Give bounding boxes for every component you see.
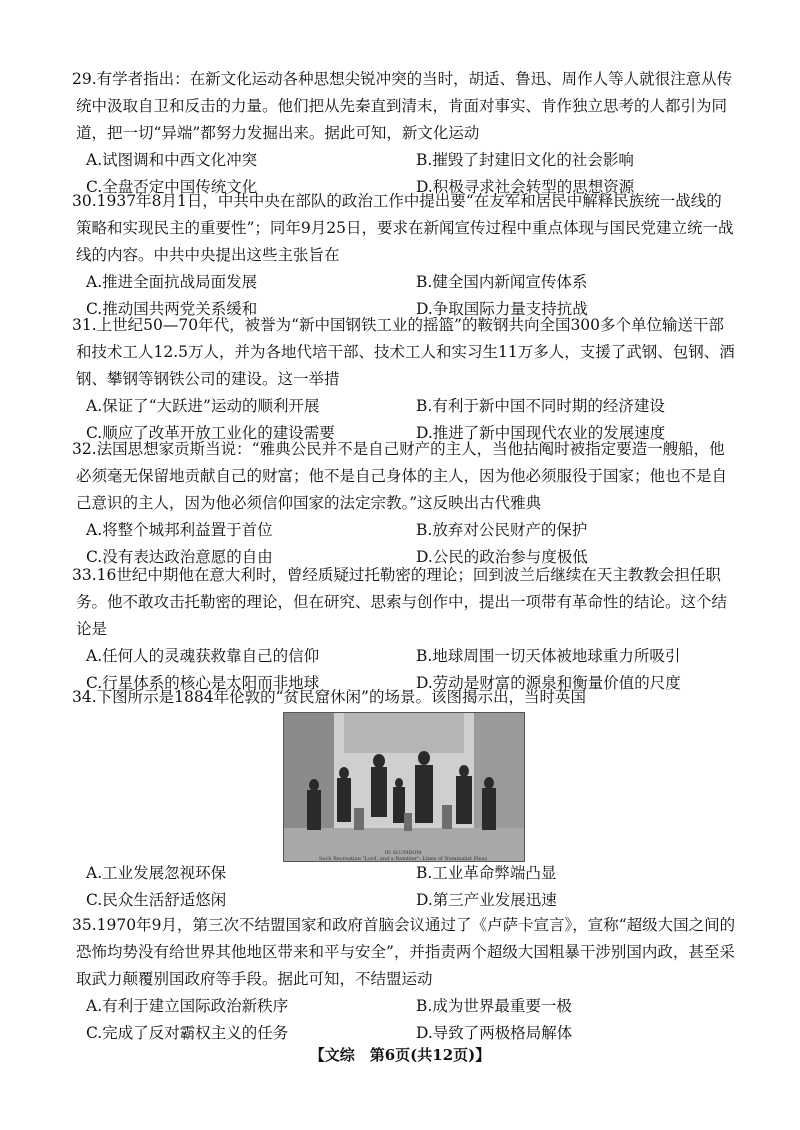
question-35 [72, 912, 736, 1047]
option-b: B.地球周围一切天体被地球重力所吸引 [416, 647, 681, 665]
option-c: C.顺应了改革开放工业化的建设需要 [86, 424, 335, 442]
option-a: A.任何人的灵魂获救靠自己的信仰 [86, 647, 320, 665]
option-d: D.积极寻求社会转型的思想资源 [416, 178, 635, 196]
question-stem: 31.上世纪50—70年代，被誉为“新中国钢铁工业的摇篮”的鞍钢共向全国300多个单位输送干部和技术工人12.5万人，并为各地代培干部、技术工人和实习生11万多人，支援了武钢、包钢、酒钢、攀钢等钢铁公司的建设。这一举措 [72, 316, 735, 388]
slum-illustration [283, 712, 525, 862]
option-d: D.推进了新中国现代农业的发展速度 [416, 424, 666, 442]
question-stem: 29.有学者指出：在新文化运动各种思想尖锐冲突的当时，胡适、鲁迅、周作人等人就很注意从传统中汲取自卫和反击的力量。他们把从先秦直到清末，肯面对事实、肯作独立思考的人都引为同道，把一切“异端”都努力发掘出来。据此可知，新文化运动 [72, 70, 733, 142]
option-b: B.成为世界最重要一极 [416, 997, 572, 1015]
question-stem: 34.下图所示是1884年伦敦的“贫民窟休闲”的场景。该图揭示出，当时英国 [72, 688, 586, 706]
option-a: A.保证了“大跃进”运动的顺利开展 [86, 397, 320, 415]
option-c: C.民众生活舒适悠闲 [86, 891, 227, 909]
caption-text: Such Recreation "Lord, and a Rambler": Lines of Nominalist Pleas [318, 856, 488, 862]
option-a: A.试图调和中西文化冲突 [86, 151, 258, 169]
option-c: C.推动国共两党关系缓和 [86, 300, 258, 318]
question-32 [72, 436, 736, 571]
option-c: C.完成了反对霸权主义的任务 [86, 1024, 289, 1042]
option-a: A.推进全面抗战局面发展 [86, 273, 258, 291]
option-a: A.将整个城邦利益置于首位 [86, 521, 273, 539]
question-stem: 32.法国思想家贡斯当说：“雅典公民并不是自己财产的主人，当他拈阄时被指定要造一艘船，他必须毫无保留地贡献自己的财富；他不是自己身体的主人，因为他必须服役于国家；他也不是自己意识的主人，因为他必须信仰国家的法定宗教。”这反映出古代雅典 [72, 440, 728, 512]
option-c: C.全盘否定中国传统文化 [86, 178, 258, 196]
option-b: B.放弃对公民财产的保护 [416, 521, 588, 539]
question-30 [72, 188, 736, 323]
question-29 [72, 66, 736, 201]
option-b: B.摧毁了封建旧文化的社会影响 [416, 151, 634, 169]
question-stem: 33.16世纪中期他在意大利时，曾经质疑过托勒密的理论；回到波兰后继续在天主教教会担任职务。他不敢攻击托勒密的理论，但在研究、思索与创作中，提出一项带有革命性的结论。这个结论是 [72, 566, 728, 638]
option-b: B.有利于新中国不同时期的经济建设 [416, 397, 665, 415]
option-d: D.争取国际力量支持抗战 [416, 300, 588, 318]
option-d: D.导致了两极格局解体 [416, 1024, 573, 1042]
question-31 [72, 312, 736, 447]
question-34-options [76, 860, 736, 914]
engraving-image [284, 713, 524, 861]
question-stem: 30.1937年8月1日，中共中央在部队的政治工作中提出要“在友军和居民中解释民族统一战线的策略和实现民主的重要性”；同年9月25日，要求在新闻宣传过程中重点体现与国民党建立统一战线的内容。中共中央提出这些主张旨在 [72, 192, 734, 264]
option-c: C.没有表达政治意愿的自由 [86, 548, 273, 566]
question-34 [72, 684, 736, 711]
option-b: B.工业革命弊端凸显 [416, 864, 557, 882]
options-grid [86, 993, 736, 1047]
options-grid [86, 860, 736, 914]
option-a: A.工业发展忽视环保 [86, 864, 227, 882]
option-d: D.第三产业发展迅速 [416, 891, 557, 909]
option-b: B.健全国内新闻宣传体系 [416, 273, 588, 291]
page-footer: 【文综 第6页(共12页)】 [309, 1046, 491, 1064]
caption-title: IN SLUMDOM [384, 850, 422, 856]
option-c: C.行星体系的核心是太阳而非地球 [86, 674, 320, 692]
option-d: D.公民的政治参与度极低 [416, 548, 588, 566]
option-a: A.有利于建立国际政治新秩序 [86, 997, 289, 1015]
option-d: D.劳动是财富的源泉和衡量价值的尺度 [416, 674, 681, 692]
question-stem: 35.1970年9月，第三次不结盟国家和政府首脑会议通过了《卢萨卡宣言》，宣称“超级大国之间的恐怖均势没有给世界其他地区带来和平与安全”，并指责两个超级大国粗暴干涉别国内政，甚至采取武力颠覆别国政府等手段。据此可知，不结盟运动 [72, 916, 736, 988]
